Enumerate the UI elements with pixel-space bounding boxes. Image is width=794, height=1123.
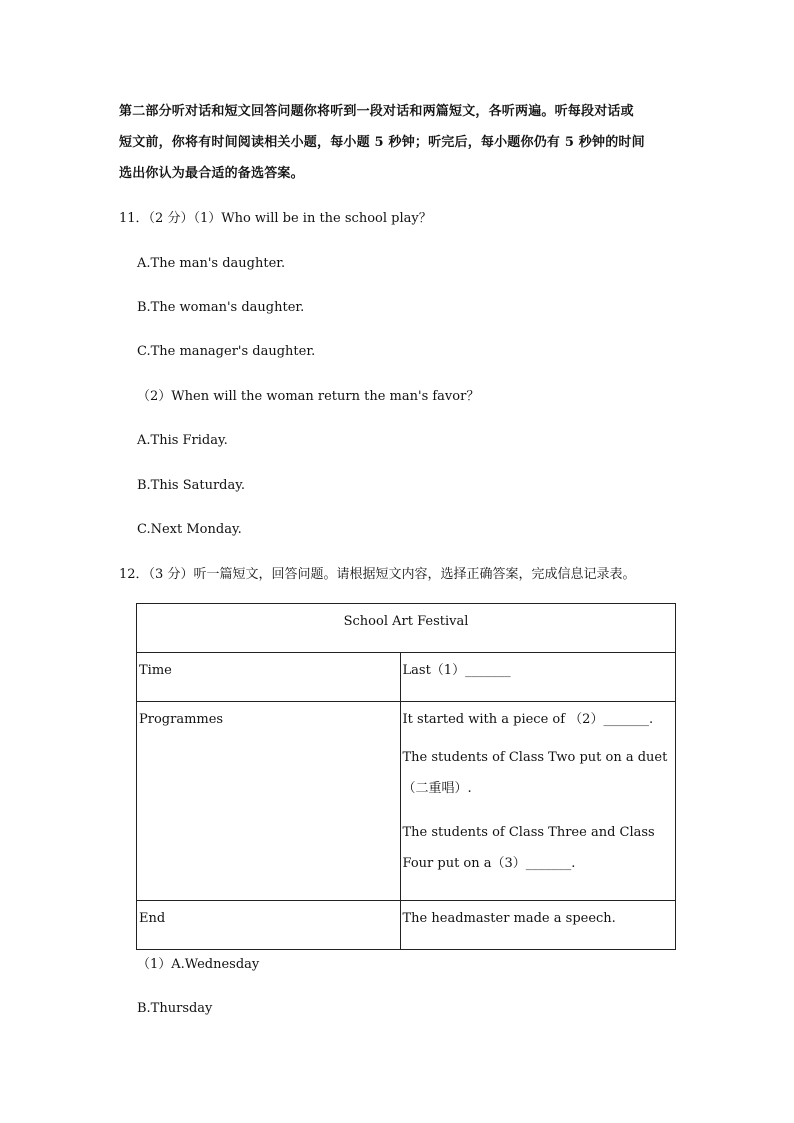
intro-line-1: 第二部分听对话和短文回答问题你将听到一段对话和两篇短文，各听两遍。听每段对话或 xyxy=(119,104,634,119)
programmes-label: Programmes xyxy=(139,712,224,727)
q12-1-option-b: B.Thursday xyxy=(137,1001,213,1016)
q11-2-option-c: C.Next Monday. xyxy=(137,522,242,537)
programmes-value-cell xyxy=(400,702,675,901)
time-label: Time xyxy=(139,663,172,678)
q11-2-option-a: A.This Friday. xyxy=(137,433,228,448)
end-label-cell xyxy=(137,901,401,950)
table-row-time xyxy=(137,653,676,702)
table-row-programmes xyxy=(137,702,676,901)
table-row-end xyxy=(137,901,676,950)
info-record-table xyxy=(136,603,676,950)
time-value: Last（1）_______ xyxy=(402,663,511,678)
programmes-line-3: The students of Class Three and Class Four put on a（3）_______. xyxy=(402,825,655,871)
programmes-line-1: It started with a piece of （2）_______. xyxy=(402,712,654,727)
table-title-cell xyxy=(137,604,676,653)
programmes-line-2: The students of Class Two put on a duet（二重唱）. xyxy=(402,750,668,796)
q11-2-stem: （2）When will the woman return the man's favor？ xyxy=(137,389,480,404)
q12-1-option-a: （1）A.Wednesday xyxy=(137,957,260,972)
q11-1-option-a: A.The man's daughter. xyxy=(137,256,286,271)
programmes-label-cell xyxy=(137,702,401,901)
q11-1-option-c: C.The manager's daughter. xyxy=(137,344,316,359)
question-12-stem: 12．（3 分）听一篇短文，回答问题。请根据短文内容，选择正确答案，完成信息记录表。 xyxy=(119,567,636,582)
question-11-stem: 11．（2 分）（1）Who will be in the school play？ xyxy=(119,211,432,226)
intro-line-3: 选出你认为最合适的备选答案。 xyxy=(119,166,304,181)
table-title-row xyxy=(137,604,676,653)
table-title: School Art Festival xyxy=(343,614,469,629)
end-value: The headmaster made a speech. xyxy=(402,911,616,926)
q11-2-option-b: B.This Saturday. xyxy=(137,478,245,493)
time-value-cell xyxy=(400,653,675,702)
q11-1-option-b: B.The woman's daughter. xyxy=(137,300,305,315)
end-label: End xyxy=(139,911,166,926)
time-label-cell xyxy=(137,653,401,702)
end-value-cell xyxy=(400,901,675,950)
intro-line-2: 短文前，你将有时间阅读相关小题，每小题 5 秒钟；听完后，每小题你仍有 5 秒钟的时间 xyxy=(119,135,645,150)
